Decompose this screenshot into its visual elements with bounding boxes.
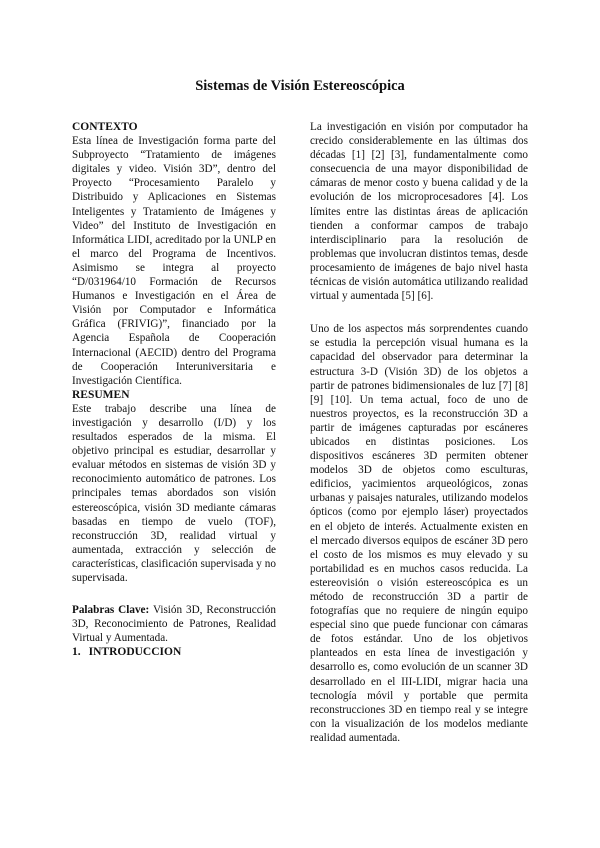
introduction-title: INTRODUCCION	[88, 646, 182, 659]
contexto-paragraph: Esta línea de Investigación forma parte del Subproyecto “Tratamiento de imágenes digitales y video. Visión 3D”, dentro del Proyecto “Procesamiento Paralelo y Distribuido y Aplicaciones en Sistemas Inteligentes y Tratamiento de Imágenes y Video” del Instituto de Investigación en Informática LIDI, acreditado por la UNLP en el marco del Programa de Incentivos. Asimismo se integra al proyecto “D/031964/10 Formación de Recursos Humanos e Investigación en el Área de Visión por Computador e Informática Gráfica (FRIVIG)”, financiado por la Agencia Española de Cooperación Internacional (AECID) dentro del Programa de Cooperación Interuniversitaria e Investigación Científica.	[72, 135, 276, 387]
introduction-heading	[72, 645, 276, 659]
resumen-paragraph: Este trabajo describe una línea de investigación y desarrollo (I/D) y los resultados esperados de la misma. El objetivo principal es estudiar, desarrollar y evaluar métodos en sistemas de visión 3D y reconocimiento automático de patrones. Los principales temas abordados son visión estereoscópica, visión 3D mediante cámaras basadas en tiempo de vuelo (TOF), reconstrucción 3D, realidad virtual y aumentada, extracción y selección de características, clasificación supervisada y no supervisada.	[72, 402, 276, 584]
body-paragraph-2: Uno de los aspectos más sorprendentes cuando se estudia la percepción visual humana es la capacidad del observador para determinar la estructura 3-D (Visión 3D) de los objetos a partir de patrones bidimensionales de luz [7] [8] [9] [10]. Un tema actual, foco de uno de nuestros proyectos, es la reconstrucción 3D a partir de imágenes capturadas por escáneres ubicados en distintas posiciones. Los dispositivos escáneres 3D permiten obtener modelos 3D de objetos como esculturas, edificios, yacimientos arqueológicos, zonas urbanas y paisajes naturales, utilizando modelos ópticos (como por ejemplo láser) proyectados en el objeto de interés. Actualmente existen en el mercado diversos equipos de escáner 3D pero el costo de los mismos es muy elevado y su portabilidad es en muchos casos reducida. La estereovisión o visión estereoscópica es un método de reconstrucción 3D a partir de fotografías que no requiere de ningún equipo especial sino que puede funcionar con cámaras de fotos estándar. Uno de los objetivos planteados en esta línea de investigación y desarrollo es, como evolución de un scanner 3D desarrollado en el III-LIDI, migrar hacia una tecnología móvil y portable que permita reconstrucciones 3D en tiempo real y se integre con la visualización de los modelos mediante realidad aumentada.	[310, 323, 528, 744]
keywords-label: Palabras Clave:	[72, 604, 150, 617]
left-column	[72, 120, 276, 659]
keywords-paragraph	[72, 603, 276, 645]
paper-title: Sistemas de Visión Estereoscópica	[195, 78, 405, 94]
body-paragraph-1: La investigación en visión por computador ha crecido considerablemente en las últimas dos décadas [1] [2] [3], fundamentalmente como consecuencia de una mayor disponibilidad de cámaras de menor costo y buena calidad y de la evolución de los microprocesadores [4]. Los límites entre las distintas áreas de aplicación tienden a conformar campos de trabajo interdisciplinario para la resolución de problemas que involucran distintos temas, desde procesamiento de imágenes de bajo nivel hasta técnicas de visión automática utilizando realidad virtual y aumentada [5] [6].	[310, 121, 528, 303]
introduction-number: 1.	[72, 646, 81, 659]
keywords-text: Visión 3D, Reconstrucción 3D, Reconocimiento de Patrones, Realidad Virtual y Aumentada.	[72, 604, 276, 645]
right-column	[310, 120, 528, 745]
resumen-heading: RESUMEN	[72, 388, 130, 401]
contexto-heading: CONTEXTO	[72, 121, 138, 133]
